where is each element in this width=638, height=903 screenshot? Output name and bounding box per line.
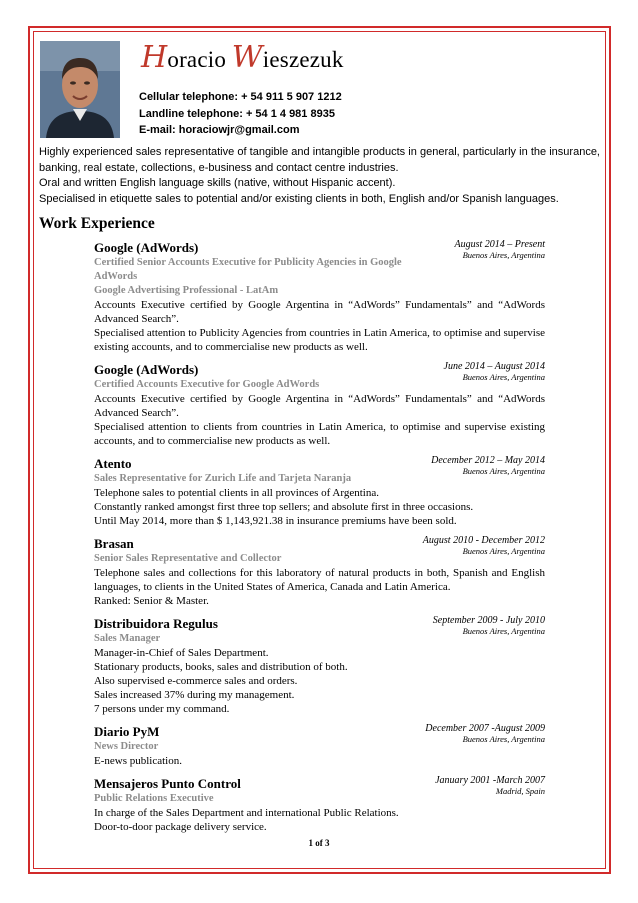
job-description-line: In charge of the Sales Department and international Public Relations.: [94, 807, 399, 819]
job-description-line: Ranked: Senior & Master.: [94, 595, 209, 607]
job-description-line: Stationary products, books, sales and distribution of both.: [94, 661, 348, 673]
email-address: E-mail: horaciowjr@gmail.com: [139, 124, 300, 136]
job-description-line: Also supervised e-commerce sales and orders.: [94, 675, 298, 687]
job-description-line: Accounts Executive certified by Google Argentina in “AdWords” Fundamentals” and “AdWords Advanced Search”.: [94, 393, 545, 419]
job-date-range: December 2012 – May 2014: [431, 455, 545, 466]
job-description-line: Telephone sales to potential clients in all provinces of Argentina.: [94, 487, 379, 499]
job-title: Public Relations Executive: [94, 793, 214, 804]
job-entry: [94, 361, 545, 448]
job-description-line: Accounts Executive certified by Google Argentina in “AdWords” Fundamentals” and “AdWords Advanced Search”.: [94, 299, 545, 325]
job-description-line: Constantly ranked amongst first three top sellers; and absolute first in three occasions.: [94, 501, 474, 513]
profile-photo: [40, 41, 120, 138]
job-company: Google (AdWords): [94, 362, 199, 377]
job-location: Buenos Aires, Argentina: [462, 546, 545, 556]
job-date-range: December 2007 -August 2009: [425, 723, 545, 734]
contact-info: [139, 89, 342, 139]
work-experience-heading: Work Experience: [39, 215, 155, 232]
job-dates: [431, 455, 545, 477]
name-first-initial: H: [141, 40, 168, 75]
page-number: 1 of 3: [308, 838, 330, 848]
summary-line: Highly experienced sales representative of tangible and intangible products in general, particularly in the insurance, banking, real estate, collections, e-business and contact centre industries.: [39, 146, 600, 174]
job-description-line: Sales increased 37% during my management.: [94, 689, 295, 701]
job-date-range: August 2014 – Present: [454, 239, 545, 250]
summary-line: Specialised in etiquette sales to potential and/or existing clients in both, English and/or Spanish languages.: [39, 192, 559, 205]
job-description-line: E-news publication.: [94, 755, 182, 767]
job-description-line: Until May 2014, more than $ 1,143,921.38 in insurance premiums have been sold.: [94, 515, 457, 527]
job-date-range: September 2009 - July 2010: [432, 615, 545, 626]
job-title: Sales Manager: [94, 633, 161, 644]
profile-summary: [39, 145, 600, 207]
job-title: Certified Senior Accounts Executive for Publicity Agencies in Google AdWords: [94, 257, 402, 282]
job-title: Google Advertising Professional - LatAm: [94, 285, 279, 296]
job-location: Buenos Aires, Argentina: [462, 734, 545, 744]
job-entry: [94, 455, 545, 528]
job-description-line: Door-to-door package delivery service.: [94, 821, 267, 833]
job-entry: [94, 615, 545, 716]
job-dates: [455, 239, 545, 261]
cellular-telephone: Cellular telephone: + 54 911 5 907 1212: [139, 91, 342, 103]
job-dates: [433, 615, 545, 637]
candidate-name: [141, 40, 344, 75]
job-date-range: June 2014 – August 2014: [443, 361, 545, 372]
job-dates: [435, 775, 545, 797]
job-location: Buenos Aires, Argentina: [462, 372, 545, 382]
job-location: Buenos Aires, Argentina: [462, 626, 545, 636]
job-entry: [94, 535, 545, 608]
name-last: ieszezuk: [262, 47, 344, 72]
job-description-line: Specialised attention to clients from countries in Latin America, to optimise and supervise existing accounts, and to commercialise new products as well.: [94, 421, 545, 447]
job-company: Brasan: [94, 536, 134, 551]
landline-telephone: Landline telephone: + 54 1 4 981 8935: [139, 107, 335, 120]
job-company: Mensajeros Punto Control: [94, 776, 241, 791]
job-entry: [94, 775, 545, 834]
job-location: Buenos Aires, Argentina: [462, 250, 545, 260]
job-date-range: January 2001 -March 2007: [435, 775, 545, 786]
job-title: Certified Accounts Executive for Google AdWords: [94, 379, 320, 390]
job-entry: [94, 239, 545, 354]
summary-line: Oral and written English language skills (native, without Hispanic accent).: [39, 177, 396, 189]
job-dates: [444, 361, 545, 383]
job-description-line: 7 persons under my command.: [94, 703, 230, 715]
job-title: Senior Sales Representative and Collector: [94, 553, 282, 564]
job-description-line: Specialised attention to Publicity Agencies from countries in Latin America, to optimise and supervise existing accounts, and to commercialise new products as well.: [94, 327, 545, 353]
jobs-list: [94, 239, 545, 841]
job-date-range: August 2010 - December 2012: [422, 535, 545, 546]
job-location: Madrid, Spain: [495, 786, 545, 796]
job-description-line: Manager-in-Chief of Sales Department.: [94, 647, 269, 659]
job-entry: [94, 723, 545, 768]
job-company: Diario PyM: [94, 724, 160, 739]
job-dates: [423, 535, 545, 557]
name-first: oracio: [167, 47, 227, 72]
job-title: Sales Representative for Zurich Life and Tarjeta Naranja: [94, 473, 352, 484]
job-company: Distribuidora Regulus: [94, 616, 218, 631]
job-location: Buenos Aires, Argentina: [462, 466, 545, 476]
job-description-line: Telephone sales and collections for this laboratory of natural products in both, Spanish and English languages, to clients in the United States of America, Canada and Latin America.: [94, 567, 545, 593]
job-company: Google (AdWords): [94, 240, 199, 255]
job-company: Atento: [94, 456, 132, 471]
name-last-initial: W: [231, 40, 263, 75]
job-dates: [425, 723, 545, 745]
job-title: News Director: [94, 741, 159, 752]
